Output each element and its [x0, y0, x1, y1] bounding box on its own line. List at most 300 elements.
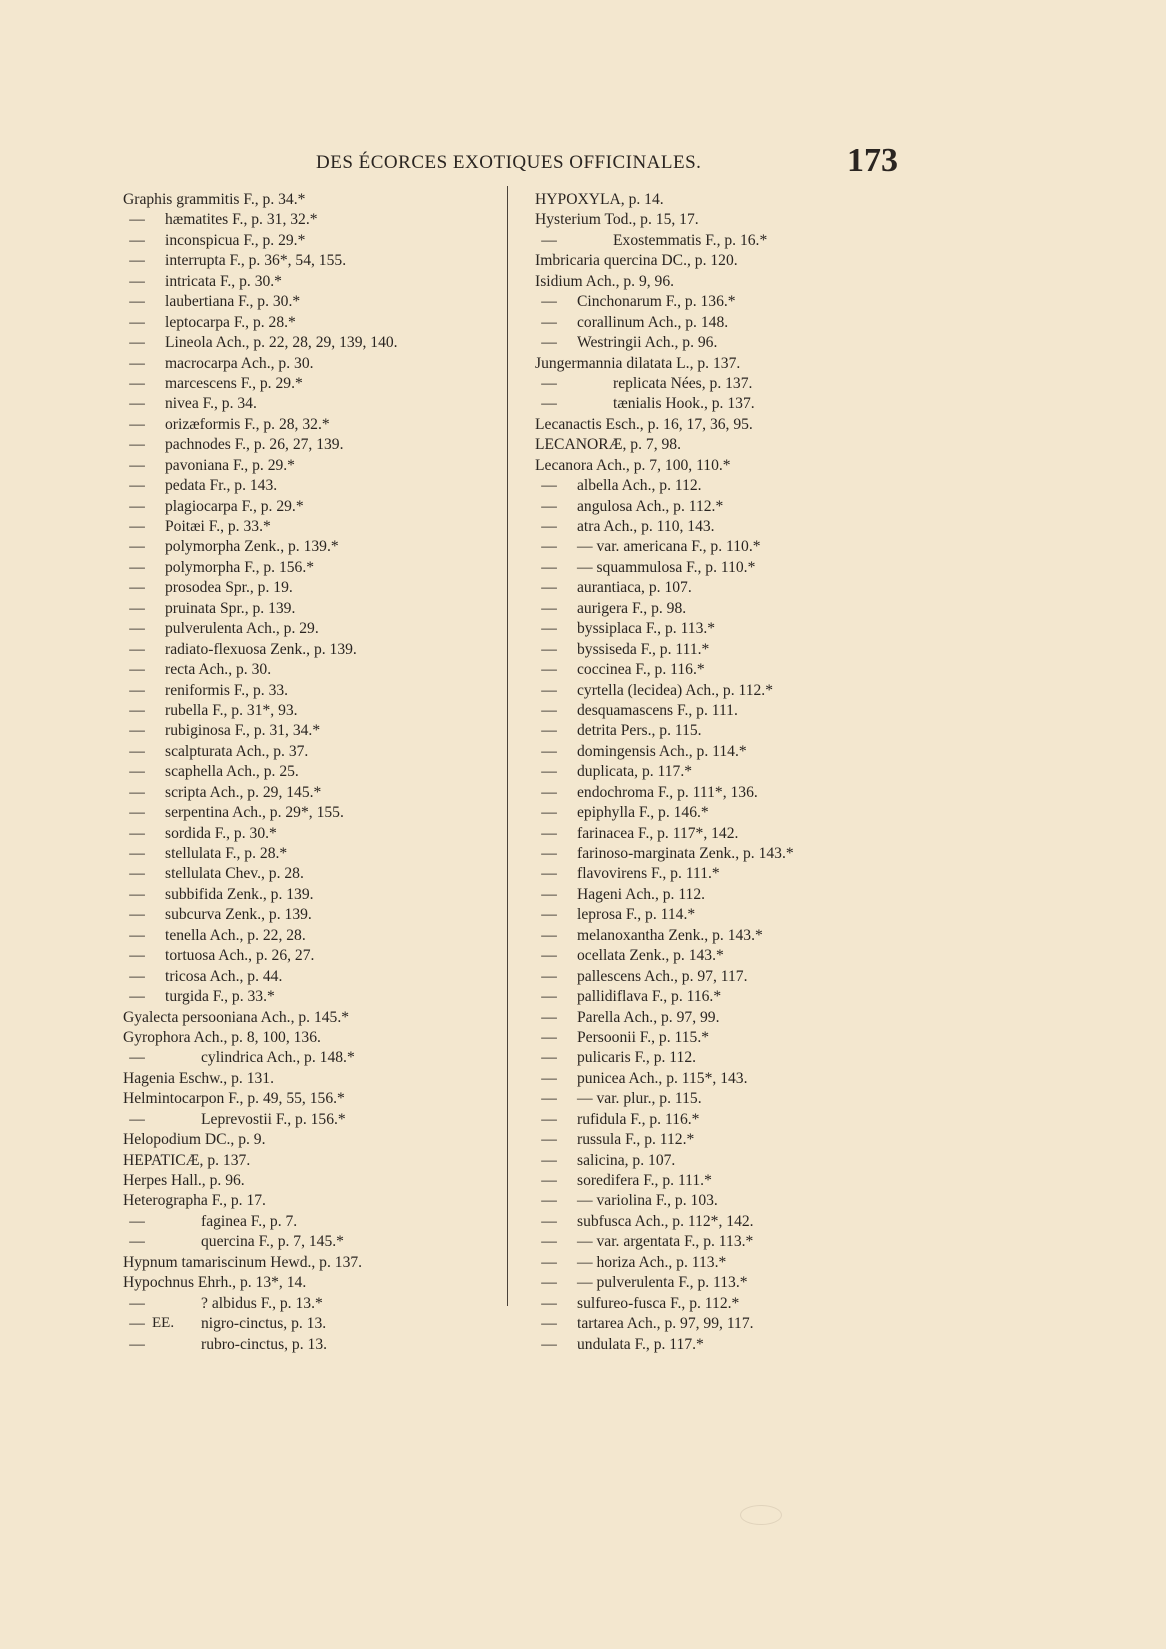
index-entry	[123, 803, 493, 823]
ditto-dash: —	[541, 926, 557, 944]
index-entry-text: scripta Ach., p. 29, 145.*	[165, 783, 322, 801]
ditto-dash: —	[129, 804, 145, 822]
index-entry	[123, 517, 493, 537]
ditto-dash: —	[129, 374, 145, 392]
index-entry-text: salicina, p. 107.	[577, 1151, 676, 1169]
ditto-dash: —	[129, 1315, 145, 1333]
index-entry-text: Gyalecta persooniana Ach., p. 145.*	[123, 1008, 350, 1026]
ditto-dash: —	[129, 436, 145, 454]
ditto-dash: —	[541, 1172, 557, 1189]
index-entry	[123, 374, 493, 394]
index-entry-text: Helmintocarpon F., p. 49, 55, 156.*	[123, 1090, 345, 1108]
ditto-dash: —	[129, 1335, 145, 1353]
index-entry	[123, 435, 493, 455]
index-entry-text: stellulata F., p. 28.*	[165, 845, 288, 862]
index-entry	[123, 1110, 493, 1130]
ditto-dash: —	[541, 334, 557, 352]
ditto-dash: —	[129, 354, 145, 372]
index-entry-text: laubertiana F., p. 30.*	[165, 293, 301, 311]
ditto-dash: —	[541, 845, 557, 862]
index-entry	[535, 578, 905, 598]
index-entry	[535, 558, 905, 578]
index-entry-text: marcescens F., p. 29.*	[165, 374, 303, 392]
index-entry	[535, 721, 905, 741]
ditto-dash: —	[541, 538, 557, 556]
index-entry-text: Herpes Hall., p. 96.	[123, 1172, 245, 1189]
ditto-dash: —	[129, 661, 145, 679]
index-entry-text: subcurva Zenk., p. 139.	[165, 906, 312, 924]
ditto-dash: —	[129, 1294, 145, 1312]
index-entry	[123, 599, 493, 619]
ditto-dash: —	[541, 579, 557, 597]
index-entry	[535, 1314, 905, 1334]
index-entry-text: pulicaris F., p. 112.	[577, 1049, 697, 1067]
index-entry-text: interrupta F., p. 36*, 54, 155.	[165, 252, 347, 270]
index-entry-text: Hysterium Tod., p. 15, 17.	[535, 211, 699, 229]
ditto-dash: —	[129, 681, 145, 699]
index-entry	[535, 251, 905, 271]
index-entry	[535, 946, 905, 966]
index-entry	[535, 354, 905, 374]
ditto-dash: —	[129, 293, 145, 311]
index-entry	[535, 1273, 905, 1293]
index-entry	[535, 824, 905, 844]
index-entry	[535, 864, 905, 884]
index-entry-text: byssiplaca F., p. 113.*	[577, 620, 716, 638]
index-entry	[535, 1232, 905, 1252]
index-entry	[123, 272, 493, 292]
index-entry	[535, 374, 905, 394]
index-entry-text: Lineola Ach., p. 22, 28, 29, 139, 140.	[165, 334, 398, 352]
index-entry	[123, 701, 493, 721]
ditto-dash: —	[541, 599, 557, 617]
index-entry-text: — var. americana F., p. 110.*	[577, 538, 761, 556]
index-entry-text: intricata F., p. 30.*	[165, 272, 282, 290]
ditto-dash: —	[541, 1090, 557, 1108]
ditto-dash: —	[541, 1028, 557, 1046]
ditto-dash: —	[541, 374, 557, 392]
index-entry	[123, 1028, 493, 1048]
index-entry	[123, 844, 493, 864]
index-entry	[535, 415, 905, 435]
index-entry	[123, 558, 493, 578]
ditto-dash: —	[541, 661, 557, 679]
index-entry-text: HEPATICÆ, p. 137.	[123, 1151, 251, 1169]
ditto-dash: —	[541, 1151, 557, 1169]
index-entry-text: pedata Fr., p. 143.	[165, 477, 278, 495]
index-column-right	[535, 190, 905, 1355]
running-title: DES ÉCORCES EXOTIQUES OFFICINALES.	[316, 152, 702, 173]
ditto-dash: —	[129, 456, 145, 474]
index-entry-text: russula F., p. 112.*	[577, 1131, 695, 1149]
index-entry-text: pruinata Spr., p. 139.	[165, 599, 296, 617]
index-entry-text: rubiginosa F., p. 31, 34.*	[165, 722, 321, 740]
index-entry-text: tricosa Ach., p. 44.	[165, 967, 283, 985]
index-entry-text: HYPOXYLA, p. 14.	[535, 191, 664, 208]
ditto-dash: —	[541, 967, 557, 985]
index-entry-text: pallidiflava F., p. 116.*	[577, 988, 722, 1006]
index-entry	[535, 1253, 905, 1273]
index-entry	[535, 313, 905, 333]
ditto-dash: —	[129, 988, 145, 1006]
index-entry	[535, 456, 905, 476]
ditto-dash: —	[129, 967, 145, 985]
index-entry-text: tartarea Ach., p. 97, 99, 117.	[577, 1315, 754, 1333]
ditto-dash: —	[129, 742, 145, 760]
ditto-dash: —	[541, 1049, 557, 1067]
index-entry	[535, 1171, 905, 1191]
index-entry-text: serpentina Ach., p. 29*, 155.	[165, 804, 344, 822]
index-entry	[123, 946, 493, 966]
index-entry-text: stellulata Chev., p. 28.	[165, 865, 304, 883]
ditto-dash: —	[129, 926, 145, 944]
index-entry	[123, 497, 493, 517]
ditto-dash: —	[129, 538, 145, 556]
index-entry-text: faginea F., p. 7.	[201, 1212, 298, 1230]
ditto-dash: —	[541, 1008, 557, 1026]
index-entry-text: byssiseda F., p. 111.*	[577, 640, 710, 658]
index-entry-text: macrocarpa Ach., p. 30.	[165, 354, 314, 372]
index-entry	[535, 619, 905, 639]
index-entry-text: Hagenia Eschw., p. 131.	[123, 1069, 274, 1087]
index-entry	[535, 987, 905, 1007]
index-entry	[123, 1191, 493, 1211]
index-entry	[535, 742, 905, 762]
ditto-dash: —	[541, 1131, 557, 1149]
index-entry-text: Cinchonarum F., p. 136.*	[577, 293, 736, 311]
index-entry	[535, 272, 905, 292]
ditto-dash: —	[541, 1335, 557, 1353]
index-entry-text: Heterographa F., p. 17.	[123, 1192, 266, 1210]
index-entry	[535, 394, 905, 414]
index-entry-text: epiphylla F., p. 146.*	[577, 804, 709, 822]
index-entry-text: desquamascens F., p. 111.	[577, 701, 738, 719]
index-entry	[535, 1212, 905, 1232]
index-entry-text: — pulverulenta F., p. 113.*	[577, 1274, 748, 1292]
index-entry	[535, 517, 905, 537]
ditto-dash: —	[129, 722, 145, 740]
ditto-dash: —	[541, 865, 557, 883]
ditto-dash: —	[541, 518, 557, 535]
ditto-dash: —	[129, 620, 145, 638]
index-entry	[123, 1294, 493, 1314]
index-entry-text: coccinea F., p. 116.*	[577, 661, 705, 679]
index-entry	[123, 1273, 493, 1293]
index-entry-text: — variolina F., p. 103.	[577, 1192, 718, 1210]
index-entry	[535, 885, 905, 905]
index-entry	[535, 1008, 905, 1028]
index-entry-text: corallinum Ach., p. 148.	[577, 313, 729, 331]
index-entry	[123, 681, 493, 701]
ditto-dash: —	[129, 231, 145, 249]
index-entry	[123, 415, 493, 435]
index-entry	[535, 1110, 905, 1130]
index-entry	[123, 864, 493, 884]
ditto-dash: —	[129, 845, 145, 862]
index-entry	[123, 394, 493, 414]
index-entry-text: nivea F., p. 34.	[165, 395, 257, 413]
page-number: 173	[847, 142, 898, 179]
index-entry	[535, 762, 905, 782]
index-entry-text: punicea Ach., p. 115*, 143.	[577, 1069, 748, 1087]
ditto-dash: —	[541, 1294, 557, 1312]
ditto-dash: —	[129, 579, 145, 597]
index-entry-text: rufidula F., p. 116.*	[577, 1110, 700, 1128]
index-entry	[123, 231, 493, 251]
index-entry	[123, 1212, 493, 1232]
ditto-dash: —	[129, 865, 145, 883]
index-entry-text: replicata Nées, p. 137.	[613, 374, 753, 392]
ditto-dash: —	[541, 947, 557, 965]
index-entry	[123, 1314, 493, 1334]
ditto-dash: —	[129, 599, 145, 617]
index-entry	[535, 1191, 905, 1211]
index-entry-text: ocellata Zenk., p. 143.*	[577, 947, 724, 965]
index-entry-text: Westringii Ach., p. 96.	[577, 334, 718, 352]
ditto-dash: —	[129, 313, 145, 331]
ditto-dash: —	[541, 681, 557, 699]
index-entry	[535, 905, 905, 925]
index-entry-text: undulata F., p. 117.*	[577, 1335, 704, 1353]
ditto-dash: —	[129, 701, 145, 719]
index-entry-text: Gyrophora Ach., p. 8, 100, 136.	[123, 1028, 321, 1046]
ditto-dash: —	[541, 824, 557, 842]
index-entry	[123, 987, 493, 1007]
ditto-dash: —	[541, 395, 557, 413]
index-entry-text: — horiza Ach., p. 113.*	[577, 1253, 727, 1271]
index-entry	[123, 476, 493, 496]
index-entry	[123, 1253, 493, 1273]
index-entry	[535, 190, 905, 210]
index-entry	[123, 354, 493, 374]
index-entry-text: orizæformis F., p. 28, 32.*	[165, 415, 330, 433]
index-entry-text: aurigera F., p. 98.	[577, 599, 687, 617]
index-entry-text: reniformis F., p. 33.	[165, 681, 289, 699]
index-entry-text: Hypnum tamariscinum Hewd., p. 137.	[123, 1253, 363, 1271]
index-entry	[123, 456, 493, 476]
index-entry-text: nigro-cinctus, p. 13.	[201, 1315, 327, 1333]
index-entry-text: Graphis grammitis F., p. 34.*	[123, 191, 306, 208]
index-entry	[123, 537, 493, 557]
index-entry	[123, 824, 493, 844]
index-entry-text: plagiocarpa F., p. 29.*	[165, 497, 304, 515]
index-entry-text: endochroma F., p. 111*, 136.	[577, 783, 758, 801]
index-entry	[535, 1089, 905, 1109]
index-entry	[535, 1335, 905, 1355]
index-entry-text: soredifera F., p. 111.*	[577, 1172, 712, 1189]
index-entry	[123, 1171, 493, 1191]
ditto-dash: —	[541, 1110, 557, 1128]
index-entry-text: pulverulenta Ach., p. 29.	[165, 620, 319, 638]
index-entry-text: LECANORÆ, p. 7, 98.	[535, 436, 681, 454]
ditto-dash: —	[129, 1049, 145, 1067]
index-entry	[123, 578, 493, 598]
index-entry	[535, 231, 905, 251]
index-entry	[123, 333, 493, 353]
index-entry	[535, 803, 905, 823]
index-entry	[535, 537, 905, 557]
index-entry-text: — squammulosa F., p. 110.*	[577, 558, 756, 576]
index-entry	[123, 1130, 493, 1150]
ditto-dash: —	[541, 313, 557, 331]
ditto-dash: —	[541, 804, 557, 822]
ditto-dash: —	[541, 477, 557, 495]
index-entry-text: ? albidus F., p. 13.*	[201, 1294, 323, 1312]
index-entry	[123, 905, 493, 925]
index-entry-text: — var. plur., p. 115.	[577, 1090, 702, 1108]
index-entry-text: prosodea Spr., p. 19.	[165, 579, 293, 597]
ditto-dash: —	[541, 783, 557, 801]
index-entry	[123, 190, 493, 210]
ditto-dash: —	[129, 252, 145, 270]
ditto-dash: —	[541, 742, 557, 760]
index-entry-text: pallescens Ach., p. 97, 117.	[577, 967, 748, 985]
index-entry-text: melanoxantha Zenk., p. 143.*	[577, 926, 763, 944]
index-entry-text: quercina F., p. 7, 145.*	[201, 1233, 344, 1251]
index-entry	[123, 762, 493, 782]
index-entry	[535, 476, 905, 496]
index-entry-text: Leprevostii F., p. 156.*	[201, 1110, 346, 1128]
ditto-dash: —	[129, 497, 145, 515]
signature-mark: EE.	[152, 1315, 175, 1331]
index-entry-text: Lecanora Ach., p. 7, 100, 110.*	[535, 456, 731, 474]
index-entry	[535, 333, 905, 353]
index-entry-text: turgida F., p. 33.*	[165, 988, 275, 1006]
ditto-dash: —	[541, 293, 557, 311]
index-entry	[123, 1335, 493, 1355]
ditto-dash: —	[541, 906, 557, 924]
index-entry-text: scalpturata Ach., p. 37.	[165, 742, 309, 760]
index-entry-text: Lecanactis Esch., p. 16, 17, 36, 95.	[535, 415, 753, 433]
ditto-dash: —	[129, 477, 145, 495]
ditto-dash: —	[129, 640, 145, 658]
ditto-dash: —	[541, 558, 557, 576]
index-entry	[535, 1151, 905, 1171]
index-entry	[535, 967, 905, 987]
index-entry-text: Poitæi F., p. 33.*	[165, 518, 271, 535]
index-entry-text: subfusca Ach., p. 112*, 142.	[577, 1212, 754, 1230]
ditto-dash: —	[129, 763, 145, 781]
index-entry-text: sulfureo-fusca F., p. 112.*	[577, 1294, 740, 1312]
index-entry	[123, 967, 493, 987]
ditto-dash: —	[129, 906, 145, 924]
ditto-dash: —	[541, 1315, 557, 1333]
ditto-dash: —	[541, 1192, 557, 1210]
index-entry-text: Persoonii F., p. 115.*	[577, 1028, 710, 1046]
index-entry-text: subbifida Zenk., p. 139.	[165, 885, 314, 903]
index-entry	[123, 660, 493, 680]
column-divider	[507, 186, 508, 1306]
index-entry-text: angulosa Ach., p. 112.*	[577, 497, 724, 515]
index-entry	[123, 783, 493, 803]
index-entry-text: detrita Pers., p. 115.	[577, 722, 702, 740]
index-entry-text: Imbricaria quercina DC., p. 120.	[535, 252, 738, 270]
index-entry	[123, 292, 493, 312]
index-entry-text: tænialis Hook., p. 137.	[613, 395, 755, 413]
ditto-dash: —	[541, 701, 557, 719]
index-entry	[535, 599, 905, 619]
index-entry	[123, 251, 493, 271]
index-entry-text: leprosa F., p. 114.*	[577, 906, 696, 924]
ditto-dash: —	[129, 272, 145, 290]
ditto-dash: —	[129, 947, 145, 965]
index-entry-text: leptocarpa F., p. 28.*	[165, 313, 296, 331]
index-entry-text: Isidium Ach., p. 9, 96.	[535, 272, 675, 290]
index-entry	[123, 721, 493, 741]
index-entry-text: recta Ach., p. 30.	[165, 661, 272, 679]
index-entry-text: sordida F., p. 30.*	[165, 824, 277, 842]
ditto-dash: —	[541, 988, 557, 1006]
ditto-dash: —	[129, 885, 145, 903]
index-entry-text: cylindrica Ach., p. 148.*	[201, 1049, 355, 1067]
ditto-dash: —	[541, 1212, 557, 1230]
ditto-dash: —	[541, 640, 557, 658]
ditto-dash: —	[129, 1110, 145, 1128]
ditto-dash: —	[541, 722, 557, 740]
index-entry	[535, 210, 905, 230]
index-entry-text: — var. argentata F., p. 113.*	[577, 1233, 754, 1251]
ditto-dash: —	[129, 783, 145, 801]
index-entry-text: pachnodes F., p. 26, 27, 139.	[165, 436, 344, 454]
ditto-dash: —	[129, 415, 145, 433]
ditto-dash: —	[541, 1233, 557, 1251]
ditto-dash: —	[541, 497, 557, 515]
index-entry-text: Helopodium DC., p. 9.	[123, 1131, 266, 1149]
index-entry	[123, 1008, 493, 1028]
ditto-dash: —	[541, 231, 557, 249]
index-entry	[123, 640, 493, 660]
ditto-dash: —	[129, 558, 145, 576]
index-entry-text: polymorpha Zenk., p. 139.*	[165, 538, 339, 556]
index-entry-text: farinoso-marginata Zenk., p. 143.*	[577, 845, 794, 862]
index-entry	[123, 1048, 493, 1068]
ditto-dash: —	[129, 1233, 145, 1251]
ditto-dash: —	[541, 1069, 557, 1087]
index-entry-text: pavoniana F., p. 29.*	[165, 456, 295, 474]
index-entry-text: inconspicua F., p. 29.*	[165, 231, 306, 249]
index-entry-text: cyrtella (lecidea) Ach., p. 112.*	[577, 681, 773, 699]
ditto-dash: —	[541, 1274, 557, 1292]
index-entry	[123, 1089, 493, 1109]
index-entry-text: albella Ach., p. 112.	[577, 477, 702, 495]
ditto-dash: —	[541, 763, 557, 781]
index-entry	[535, 435, 905, 455]
index-entry	[535, 1130, 905, 1150]
index-entry	[123, 619, 493, 639]
index-entry	[123, 210, 493, 230]
index-entry	[123, 313, 493, 333]
paper-stain	[740, 1505, 782, 1525]
ditto-dash: —	[541, 885, 557, 903]
index-entry-text: tenella Ach., p. 22, 28.	[165, 926, 306, 944]
index-entry	[123, 742, 493, 762]
index-entry	[535, 1294, 905, 1314]
index-entry	[535, 292, 905, 312]
index-entry	[123, 1151, 493, 1171]
index-entry	[535, 926, 905, 946]
page-header	[118, 142, 898, 188]
index-entry-text: polymorpha F., p. 156.*	[165, 558, 315, 576]
ditto-dash: —	[129, 211, 145, 229]
index-entry-text: radiato-flexuosa Zenk., p. 139.	[165, 640, 357, 658]
index-entry-text: Parella Ach., p. 97, 99.	[577, 1008, 720, 1026]
index-entry	[535, 497, 905, 517]
index-entry-text: Jungermannia dilatata L., p. 137.	[535, 354, 741, 372]
index-entry	[535, 1048, 905, 1068]
index-entry	[535, 1028, 905, 1048]
ditto-dash: —	[129, 395, 145, 413]
index-entry	[123, 885, 493, 905]
